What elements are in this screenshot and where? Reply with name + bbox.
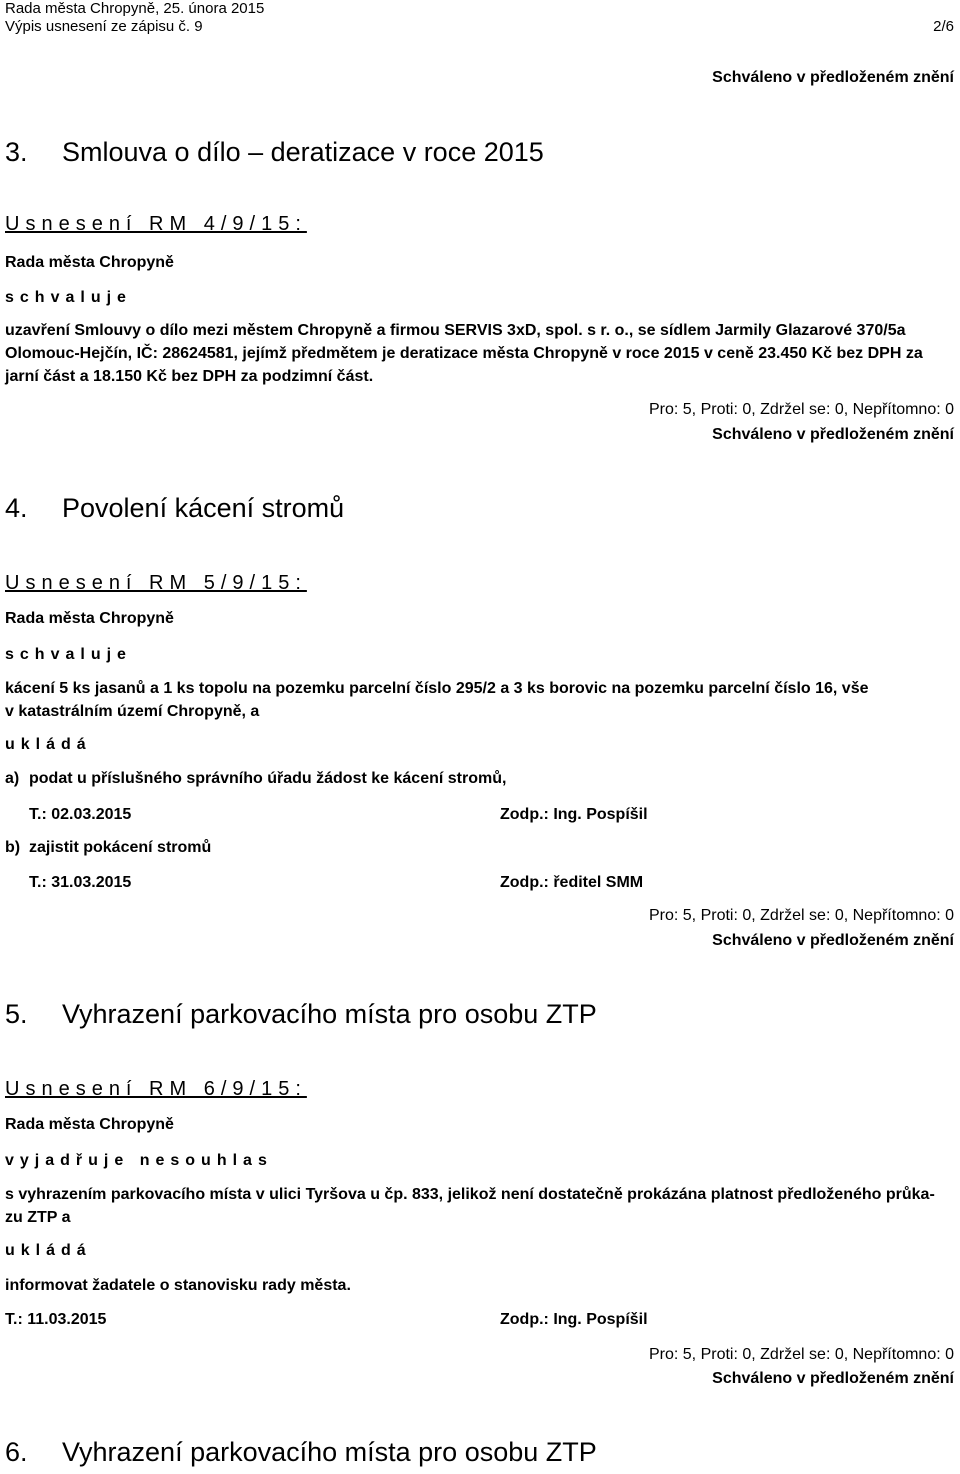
task-a: [5, 769, 506, 789]
resolution-title: Usnesení RM 5/9/15:: [5, 572, 307, 594]
text-line: kácení 5 ks jasanů a 1 ks topolu na pozemku parcelní číslo 295/2 a 3 ks borovic na pozemku parcelní číslo 16, vše: [5, 680, 869, 697]
council-name: Rada města Chropyně: [5, 610, 174, 627]
text-line: v katastrálním území Chropyně, a: [5, 703, 260, 720]
section-number: 6.: [5, 1437, 28, 1467]
vote-result: Pro: 5, Proti: 0, Zdržel se: 0, Nepřítomno: 0: [648, 907, 954, 924]
task-label: a): [5, 770, 20, 787]
resolution-title: Usnesení RM 6/9/15:: [5, 1078, 307, 1100]
resolution-text: [5, 677, 955, 723]
section-5-heading: [5, 998, 597, 1030]
task-deadline: T.: 11.03.2015: [5, 1311, 107, 1328]
vote-result: Pro: 5, Proti: 0, Zdržel se: 0, Nepřítomno: 0: [648, 1346, 954, 1363]
section-title: Vyhrazení parkovacího místa pro osobu ZTP: [62, 1437, 597, 1467]
task-label: b): [5, 839, 21, 856]
council-name: Rada města Chropyně: [5, 1116, 174, 1133]
resolution-verb: schvaluje: [5, 289, 132, 306]
section-title: Smlouva o dílo – deratizace v roce 2015: [62, 137, 544, 167]
task-text: podat u příslušného správního úřadu žádost ke kácení stromů,: [29, 770, 507, 787]
text-line: zu ZTP a: [5, 1209, 71, 1226]
section-number: 4.: [5, 493, 28, 523]
task-responsible: Zodp.: ředitel SMM: [500, 874, 644, 891]
approved-label: Schváleno v předloženém znění: [712, 1370, 954, 1387]
task-deadline: T.: 31.03.2015: [29, 874, 132, 891]
page-number: 2/6: [933, 18, 954, 35]
resolution-text: [5, 1183, 955, 1229]
section-3-heading: [5, 136, 544, 168]
approved-label: Schváleno v předloženém znění: [712, 69, 954, 86]
section-title: Povolení kácení stromů: [62, 493, 345, 523]
section-number: 5.: [5, 999, 28, 1029]
task-b: [5, 838, 211, 858]
approved-label: Schváleno v předloženém znění: [712, 426, 954, 443]
task-text: informovat žadatele o stanovisku rady města.: [5, 1277, 351, 1294]
section-title: Vyhrazení parkovacího místa pro osobu ZTP: [62, 999, 597, 1029]
header-line-2: Výpis usnesení ze zápisu č. 9: [5, 18, 203, 35]
section-4-heading: [5, 492, 344, 524]
section-number: 3.: [5, 137, 28, 167]
vote-result: Pro: 5, Proti: 0, Zdržel se: 0, Nepřítomno: 0: [648, 401, 954, 418]
council-name: Rada města Chropyně: [5, 254, 174, 271]
resolution-verb: schvaluje: [5, 646, 132, 663]
resolution-title: Usnesení RM 4/9/15:: [5, 213, 307, 235]
resolution-verb-2: ukládá: [5, 1242, 92, 1259]
header-line-1: Rada města Chropyně, 25. února 2015: [5, 0, 265, 17]
section-6-heading: [5, 1436, 597, 1468]
text-line: jarní část a 18.150 Kč bez DPH za podzimní část.: [5, 368, 374, 385]
task-deadline: T.: 02.03.2015: [29, 806, 132, 823]
task-responsible: Zodp.: Ing. Pospíšil: [500, 806, 648, 823]
resolution-text: [5, 319, 955, 388]
resolution-verb: vyjadřuje nesouhlas: [5, 1152, 273, 1169]
text-line: s vyhrazením parkovacího místa v ulici Tyršova u čp. 833, jelikož není dostatečně prokázána platnost předloženého průka-: [5, 1186, 935, 1203]
task-responsible: Zodp.: Ing. Pospíšil: [500, 1311, 648, 1328]
resolution-verb-2: ukládá: [5, 736, 92, 753]
approved-label: Schváleno v předloženém znění: [712, 932, 954, 949]
text-line: Olomouc-Hejčín, IČ: 28624581, jejímž předmětem je deratizace města Chropyně v roce 2015 v ceně 23.450 Kč bez DPH za: [5, 345, 923, 362]
task-text: zajistit pokácení stromů: [29, 839, 212, 856]
text-line: uzavření Smlouvy o dílo mezi městem Chropyně a firmou SERVIS 3xD, spol. s r. o., se sídlem Jarmily Glazarové 370/5a: [5, 322, 906, 339]
